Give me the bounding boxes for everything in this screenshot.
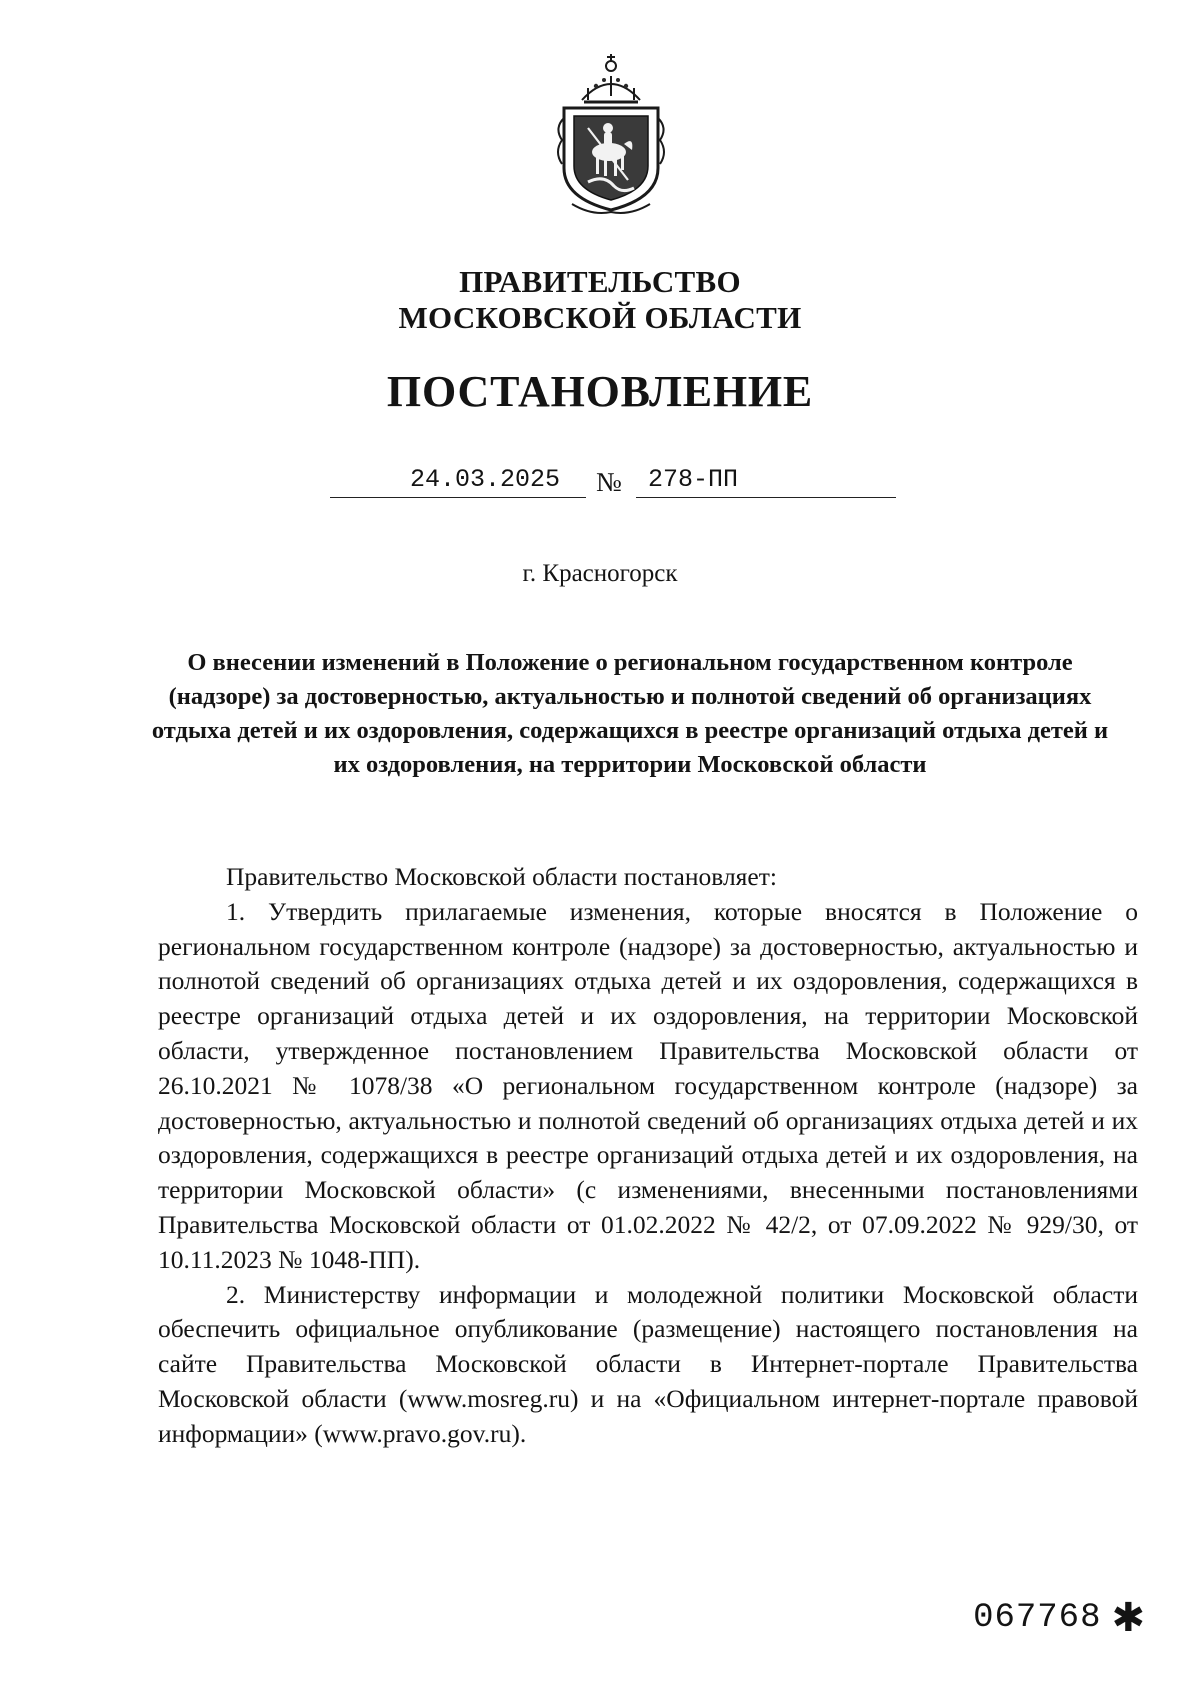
government-name-line2: МОСКОВСКОЙ ОБЛАСТИ (398, 300, 802, 335)
serial-number: 067768 (973, 1599, 1102, 1637)
city-name: г. Красногорск (522, 560, 678, 587)
document-subject: О внесении изменений в Положение о региональном государственном контроле (надзоре) за достоверностью, актуальностью и полнотой сведений об организациях отдыха детей и их оздоровления, содержащихся в реестре организаций отдыха детей и их оздоровления, на территории Московской области (151, 649, 1109, 778)
coat-of-arms-icon (552, 48, 670, 220)
paragraph-2: 2. Министерству информации и молодежной политики Московской области обеспечить официальное опубликование (размещение) настоящего постановления на сайте Правительства Московской области в Интернет-портале Правительства Московской области (www.mosreg.ru) и на «Официальном интернет-портале правовой информации» (www.pravo.gov.ru). (158, 1279, 1138, 1448)
preamble: Правительство Московской области постановляет: (226, 862, 777, 891)
serial-number-block (973, 1595, 1146, 1641)
asterisk-icon: ✱ (1111, 1595, 1146, 1641)
document-body (158, 860, 1138, 1452)
government-name-line1: ПРАВИТЕЛЬСТВО (459, 264, 741, 299)
document-type-title: ПОСТАНОВЛЕНИЕ (386, 367, 814, 416)
registration-row (330, 462, 896, 502)
document-date: 24.03.2025 (330, 462, 586, 498)
document-number: 278-ПП (636, 462, 896, 498)
number-sign: № (596, 467, 622, 497)
paragraph-1: 1. Утвердить прилагаемые изменения, которые вносятся в Положение о региональном государственном контроле (надзоре) за достоверностью, актуальностью и полнотой сведений об организациях отдыха детей и их оздоровления, содержащихся в реестре организаций отдыха детей и их оздоровления, на территории Московской области, утвержденное постановлением Правительства Московской области от 26.10.2021 № 1078/38 «О региональном государственном контроле (надзоре) за достоверностью, актуальностью и полнотой сведений об организациях отдыха детей и их оздоровления, содержащихся в реестре организаций отдыха детей и их оздоровления, на территории Московской области» (с изменениями, внесенными постановлениями Правительства Московской области от 01.02.2022 № 42/2, от 07.09.2022 № 929/30, от 10.11.2023 № 1048-ПП). (158, 896, 1138, 1274)
